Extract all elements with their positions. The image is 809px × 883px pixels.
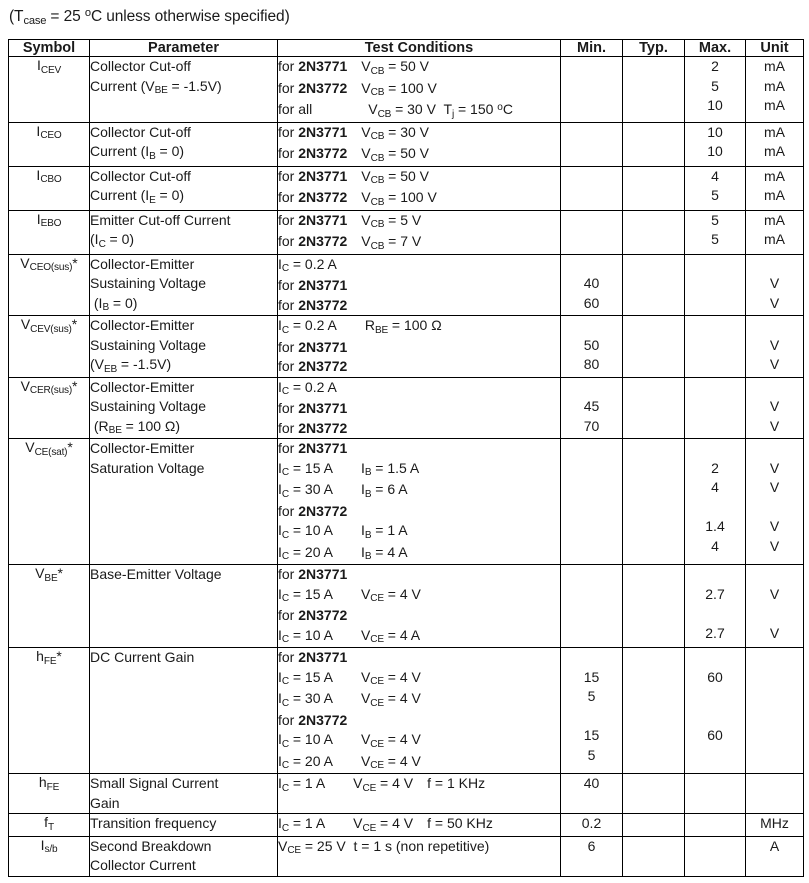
cell-symbol: $V_{CER(sus)}*$ xyxy=(9,377,90,439)
cell-unit: A xyxy=(746,836,804,876)
cell-test-conditions: $V_{CE} = 25$ V t = 1 s (non repetitive) xyxy=(278,836,561,876)
table-body xyxy=(9,57,804,877)
cell-max xyxy=(685,836,746,876)
table-row xyxy=(9,316,804,378)
cell-min xyxy=(561,210,623,254)
cell-max: 2.7 2.7 xyxy=(685,565,746,648)
cell-parameter: Collector-Emitter Sustaining Voltage $(I_B = 0)$ xyxy=(90,254,278,316)
table-row xyxy=(9,377,804,439)
header-min: Min. xyxy=(561,40,623,57)
cell-parameter: Collector Cut-off Current $(V_{BE} = -1.5V)$ xyxy=(90,57,278,123)
cell-min xyxy=(561,439,623,565)
cell-min: 15 5 15 5 xyxy=(561,648,623,774)
cell-unit: MHz xyxy=(746,814,804,837)
cell-max: 5 5 xyxy=(685,210,746,254)
cell-typ xyxy=(623,210,685,254)
cell-symbol: $I_{CEV}$ xyxy=(9,57,90,123)
header-test-conditions: Test Conditions xyxy=(278,40,561,57)
table-row xyxy=(9,565,804,648)
cell-parameter: Collector-Emitter Saturation Voltage xyxy=(90,439,278,565)
cell-unit xyxy=(746,774,804,814)
cell-max xyxy=(685,814,746,837)
cell-symbol: $h_{FE}*$ xyxy=(9,648,90,774)
header-parameter: Parameter xyxy=(90,40,278,57)
cell-typ xyxy=(623,439,685,565)
cell-typ xyxy=(623,316,685,378)
cell-parameter: Collector-Emitter Sustaining Voltage ($R_{BE} = 100$ Ω) xyxy=(90,377,278,439)
cell-min xyxy=(561,57,623,123)
cell-test-conditions: for 2N3771 $V_{CB} = 5$ V for 2N3772 $V_{CB} = 7$ V xyxy=(278,210,561,254)
cell-min xyxy=(561,122,623,166)
cell-symbol: $I_{CEO}$ xyxy=(9,122,90,166)
table-row xyxy=(9,57,804,123)
cell-parameter: Collector Cut-off Current $(I_B = 0)$ xyxy=(90,122,278,166)
cell-typ xyxy=(623,122,685,166)
table-row xyxy=(9,254,804,316)
cell-test-conditions: for 2N3771 $V_{CB} = 30$ V for 2N3772 $V_{CB} = 50$ V xyxy=(278,122,561,166)
cell-typ xyxy=(623,57,685,123)
header-max: Max. xyxy=(685,40,746,57)
cell-max xyxy=(685,316,746,378)
cell-min: 45 70 xyxy=(561,377,623,439)
cell-min: 40 xyxy=(561,774,623,814)
table-row xyxy=(9,648,804,774)
cell-typ xyxy=(623,836,685,876)
cell-typ xyxy=(623,166,685,210)
table-row xyxy=(9,210,804,254)
cell-test-conditions: $I_C = 0.2$ A for 2N3771 for 2N3772 xyxy=(278,377,561,439)
cell-typ xyxy=(623,814,685,837)
cell-test-conditions: $I_C = 0.2$ A $R_{BE} = 100$ Ω for 2N3771 for 2N3772 xyxy=(278,316,561,378)
cell-unit: V V xyxy=(746,254,804,316)
cell-test-conditions: for 2N3771 $I_C = 15$ A $V_{CE} = 4$ V $I_C = 30$ A $V_{CE} = 4$ V for 2N3772 $I_C = 10$ A $V_{CE} = 4$ V $I_C = 20$ A $V_{CE} = 4$ V xyxy=(278,648,561,774)
table-caption xyxy=(9,8,290,26)
cell-test-conditions: $I_C = 0.2$ A for 2N3771 for 2N3772 xyxy=(278,254,561,316)
table-row xyxy=(9,166,804,210)
cell-typ xyxy=(623,377,685,439)
header-typ: Typ. xyxy=(623,40,685,57)
cell-max: 4 5 xyxy=(685,166,746,210)
cell-min: 0.2 xyxy=(561,814,623,837)
cell-parameter: Collector-Emitter Sustaining Voltage $(V_{EB} = -1.5V)$ xyxy=(90,316,278,378)
cell-max: 2 4 1.4 4 xyxy=(685,439,746,565)
table-row xyxy=(9,836,804,876)
cell-symbol: $I_{CBO}$ xyxy=(9,166,90,210)
table-header xyxy=(9,40,804,57)
cell-typ xyxy=(623,648,685,774)
cell-test-conditions: for 2N3771 $V_{CB} = 50$ V for 2N3772 $V_{CB} = 100$ V xyxy=(278,166,561,210)
cell-typ xyxy=(623,254,685,316)
cell-test-conditions: for 2N3771 $V_{CB} = 50$ V for 2N3772 $V_{CB} = 100$ V for all $V_{CB} = 30$ V $T_j = 150$ $^o$C xyxy=(278,57,561,123)
cell-symbol: $V_{BE}*$ xyxy=(9,565,90,648)
caption-text: ($T_{case} = 25$ $^o$C unless otherwise specified) xyxy=(9,7,290,28)
cell-parameter: DC Current Gain xyxy=(90,648,278,774)
cell-parameter: Emitter Cut-off Current $(I_C = 0)$ xyxy=(90,210,278,254)
cell-unit: V V xyxy=(746,316,804,378)
cell-unit: mA mA xyxy=(746,166,804,210)
cell-unit: V V xyxy=(746,565,804,648)
cell-symbol: $V_{CE(sat)}*$ xyxy=(9,439,90,565)
table-row xyxy=(9,814,804,837)
cell-max: 10 10 xyxy=(685,122,746,166)
cell-max xyxy=(685,377,746,439)
table-row xyxy=(9,774,804,814)
cell-max xyxy=(685,774,746,814)
cell-symbol: $I_{EBO}$ xyxy=(9,210,90,254)
table-row xyxy=(9,122,804,166)
header-row xyxy=(9,40,804,57)
cell-typ xyxy=(623,774,685,814)
cell-unit: mA mA xyxy=(746,210,804,254)
table-row xyxy=(9,439,804,565)
cell-unit: V V xyxy=(746,377,804,439)
cell-typ xyxy=(623,565,685,648)
cell-min xyxy=(561,565,623,648)
cell-unit: V V V V xyxy=(746,439,804,565)
cell-min: 6 xyxy=(561,836,623,876)
cell-symbol: $I_{s/b}$ xyxy=(9,836,90,876)
cell-parameter: Collector Cut-off Current $(I_E = 0)$ xyxy=(90,166,278,210)
cell-parameter: Transition frequency xyxy=(90,814,278,837)
cell-min xyxy=(561,166,623,210)
cell-unit: mA mA xyxy=(746,122,804,166)
cell-min: 50 80 xyxy=(561,316,623,378)
cell-test-conditions: for 2N3771 $I_C = 15$ A $V_{CE} = 4$ V for 2N3772 $I_C = 10$ A $V_{CE} = 4$ A xyxy=(278,565,561,648)
cell-test-conditions: $I_C = 1$ A $V_{CE} = 4$ V f = 1 KHz xyxy=(278,774,561,814)
header-unit: Unit xyxy=(746,40,804,57)
header-symbol: Symbol xyxy=(9,40,90,57)
cell-parameter: Second Breakdown Collector Current xyxy=(90,836,278,876)
cell-max: 60 60 xyxy=(685,648,746,774)
cell-symbol: $V_{CEV(sus)}*$ xyxy=(9,316,90,378)
cell-symbol: $V_{CEO(sus)}*$ xyxy=(9,254,90,316)
cell-unit: mA mA mA xyxy=(746,57,804,123)
cell-min: 40 60 xyxy=(561,254,623,316)
cell-symbol: $h_{FE}$ xyxy=(9,774,90,814)
electrical-characteristics-table xyxy=(8,39,804,877)
cell-symbol: $f_T$ xyxy=(9,814,90,837)
cell-parameter: Small Signal Current Gain xyxy=(90,774,278,814)
cell-unit xyxy=(746,648,804,774)
cell-test-conditions: for 2N3771 $I_C = 15$ A $I_B = 1.5$ A $I_C = 30$ A $I_B = 6$ A for 2N3772 $I_C = 10$ A $I_B = 1$ A $I_C = 20$ A $I_B = 4$ A xyxy=(278,439,561,565)
cell-max xyxy=(685,254,746,316)
cell-test-conditions: $I_C = 1$ A $V_{CE} = 4$ V f = 50 KHz xyxy=(278,814,561,837)
cell-parameter: Base-Emitter Voltage xyxy=(90,565,278,648)
cell-max: 2 5 10 xyxy=(685,57,746,123)
